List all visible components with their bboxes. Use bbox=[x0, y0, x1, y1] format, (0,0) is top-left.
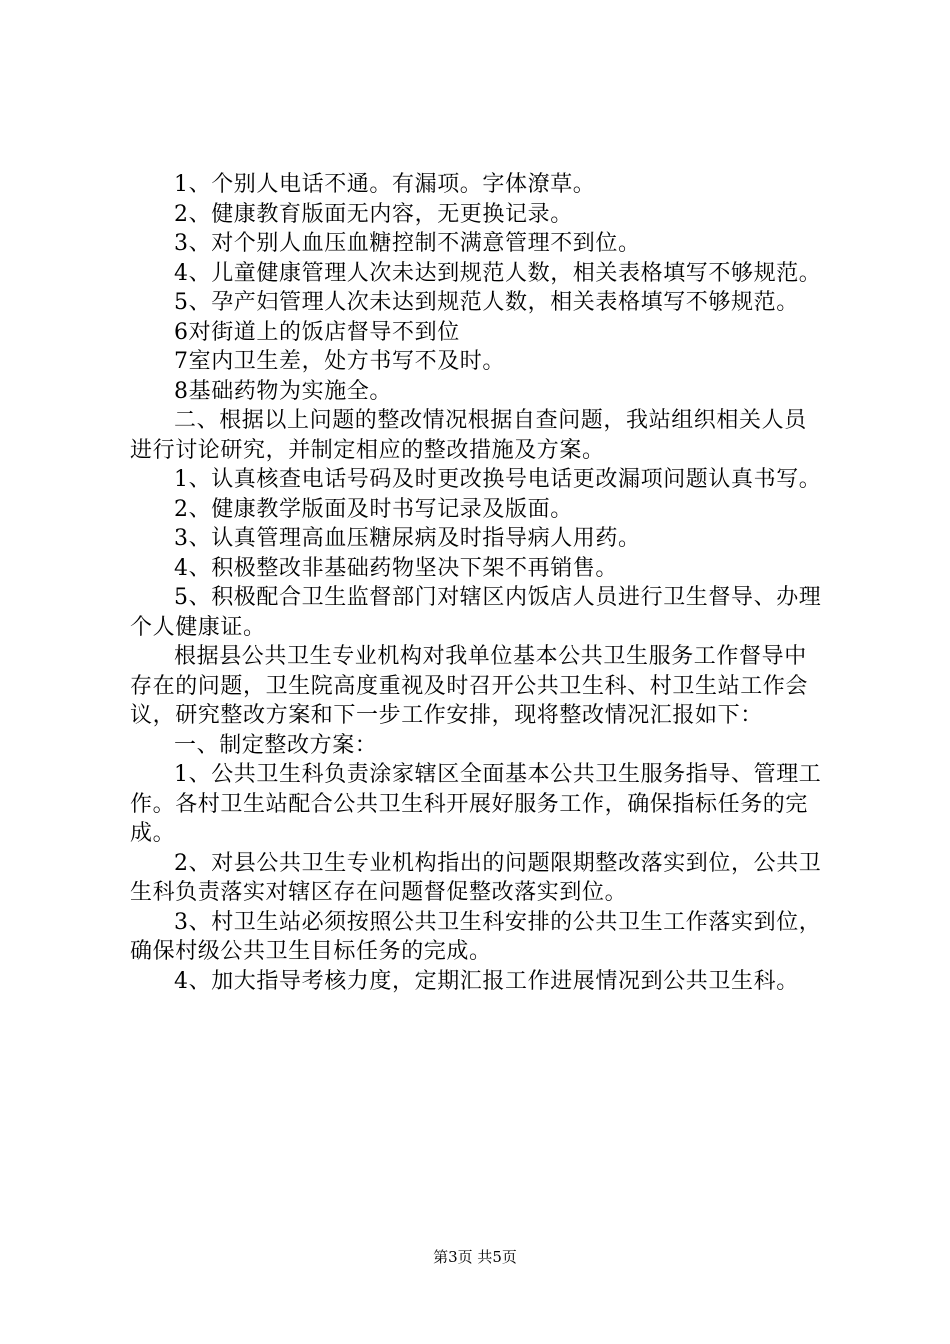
paragraph: 2、对县公共卫生专业机构指出的问题限期整改落实到位，公共卫生科负责落实对辖区存在问题督促整改落实到位。 bbox=[130, 850, 822, 905]
paragraph: 8基础药物为实施全。 bbox=[174, 378, 392, 404]
section-heading: 二、根据以上问题的整改情况根据自查问题，我站组织相关人员进行讨论研究，并制定相应的整改措施及方案。 bbox=[130, 408, 807, 463]
paragraph: 5、孕产妇管理人次未达到规范人数，相关表格填写不够规范。 bbox=[174, 290, 799, 315]
paragraph: 1、认真核查电话号码及时更改换号电话更改漏项问题认真书写。 bbox=[174, 467, 822, 492]
paragraph: 3、认真管理高血压糖尿病及时指导病人用药。 bbox=[174, 526, 641, 551]
section-heading: 一、制定整改方案： bbox=[174, 732, 378, 758]
document-body bbox=[130, 170, 828, 996]
paragraph: 4、积极整改非基础药物坚决下架不再销售。 bbox=[174, 555, 618, 581]
paragraph: 2、健康教学版面及时书写记录及版面。 bbox=[174, 496, 573, 522]
paragraph: 1、个别人电话不通。有漏项。字体潦草。 bbox=[174, 172, 596, 197]
paragraph: 5、积极配合卫生监督部门对辖区内饭店人员进行卫生督导、办理个人健康证。 bbox=[130, 585, 822, 640]
paragraph: 1、公共卫生科负责涂家辖区全面基本公共卫生服务指导、管理工作。各村卫生站配合公共卫生科开展好服务工作，确保指标任务的完成。 bbox=[130, 762, 822, 846]
paragraph: 4、儿童健康管理人次未达到规范人数，相关表格填写不够规范。 bbox=[174, 260, 822, 286]
page-number-footer: 第3页 共5页 bbox=[433, 1248, 517, 1266]
paragraph: 6对街道上的饭店督导不到位 bbox=[174, 319, 460, 345]
paragraph: 4、加大指导考核力度，定期汇报工作进展情况到公共卫生科。 bbox=[174, 968, 799, 994]
paragraph: 7室内卫生差，处方书写不及时。 bbox=[174, 349, 505, 374]
paragraph: 2、健康教育版面无内容，无更换记录。 bbox=[174, 201, 573, 227]
paragraph: 3、对个别人血压血糖控制不满意管理不到位。 bbox=[174, 231, 641, 256]
paragraph: 3、村卫生站必须按照公共卫生科安排的公共卫生工作落实到位，确保村级公共卫生目标任务的完成。 bbox=[130, 909, 822, 964]
paragraph: 根据县公共卫生专业机构对我单位基本公共卫生服务工作督导中存在的问题，卫生院高度重视及时召开公共卫生科、村卫生站工作会议，研究整改方案和下一步工作安排，现将整改情况汇报如下： bbox=[130, 644, 809, 728]
